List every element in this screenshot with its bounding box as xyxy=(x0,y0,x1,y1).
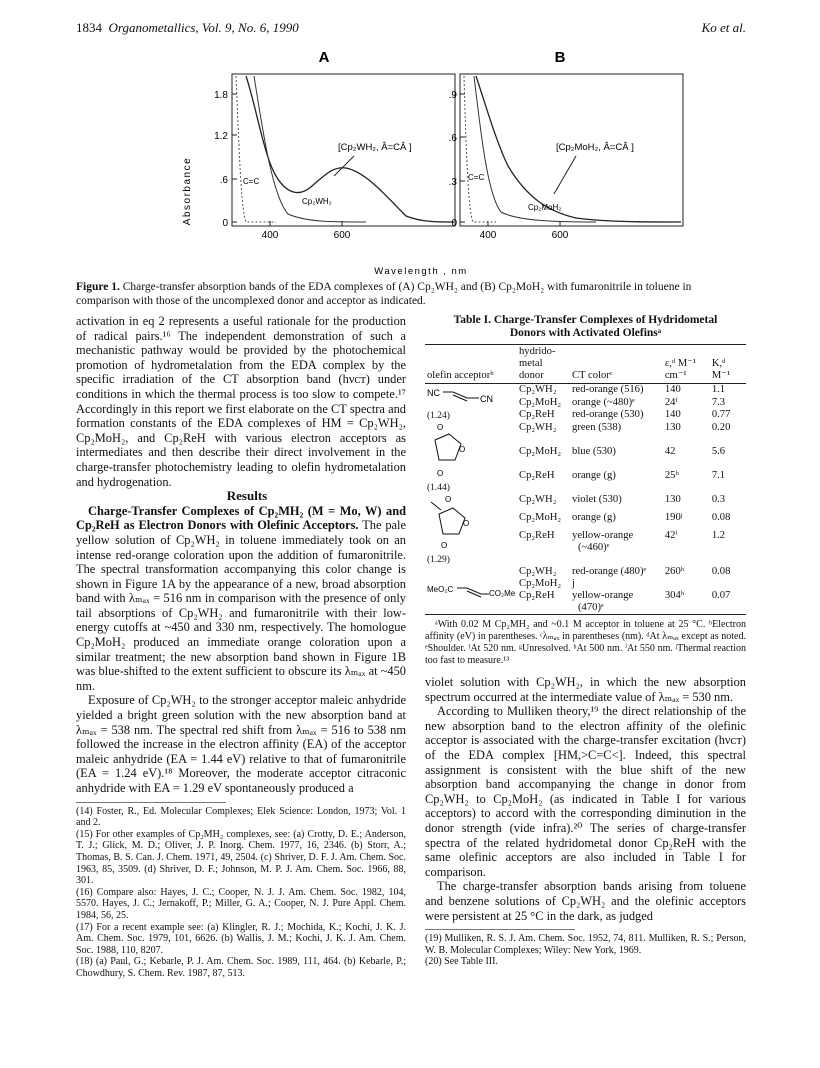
eps-cell: 24ᶠ xyxy=(664,396,678,408)
donor-cell: Cp₂WH₂ xyxy=(519,566,557,577)
intro-paragraph: activation in eq 2 represents a useful rationale for the production of radical pairs.¹⁶ The independent demonstration of such a mechanistic pathway would be provided by the photochemical promotion of hydrometalation from the EDA complex by the specific irradiation of the CT absorption band (hνᴄᴛ) under conditions in which the thermal process is too slow to compete.¹⁷ Accordingly in this report we first elaborate on the CT spectra and formation constants of the EDA complexes of HM = Cp₂WH₂, Cp₂MoH₂, and Cp₂ReH with various electron acceptors as intermediates and then describe their direct involvement in the charge-transfer photochemistry leading to olefin hydrometalation and hydrogenation. xyxy=(76,314,406,489)
table-title xyxy=(425,314,746,340)
k-cell: 0.77 xyxy=(711,409,731,421)
color-cell: green (538) xyxy=(572,422,622,433)
eps-cell: 42ⁱ xyxy=(664,530,678,541)
results-heading: Results xyxy=(226,488,268,504)
color-line: yellow-orange xyxy=(572,530,634,541)
k-cell: 1.1 xyxy=(711,384,726,395)
donor-cell: Cp₂MoH₂ xyxy=(519,578,562,589)
dimethyl-fumarate-structure-icon xyxy=(427,566,515,610)
col-eps-l1: ε,ᵈ M⁻¹ xyxy=(664,358,697,369)
structure-cell xyxy=(425,422,517,494)
table-footnote xyxy=(425,619,746,667)
panel-b-acceptor-curve xyxy=(464,76,496,222)
journal-name: Organometallics, xyxy=(108,20,199,35)
panel-a-ytick: .6 xyxy=(219,175,228,186)
color-cell: orange (g) xyxy=(572,470,616,481)
col-acceptor: olefin acceptorᵇ xyxy=(427,370,494,381)
panel-b-xtick: 400 xyxy=(479,230,497,241)
eps-cell: 304ʰ xyxy=(664,590,685,601)
color-cell: j xyxy=(572,578,575,589)
col-eps-l2: cm⁻¹ xyxy=(664,370,687,381)
results-paragraph-1 xyxy=(76,504,406,694)
panel-a-ytick: 0 xyxy=(222,218,228,229)
panel-b-ytick: .6 xyxy=(448,133,457,144)
color-cell: violet (530) xyxy=(572,494,622,505)
panel-b-acceptor-label: C=C xyxy=(468,173,485,182)
table-row xyxy=(425,422,746,446)
svg-text:NC: NC xyxy=(427,388,440,398)
reference-item: (18) (a) Paul, G.; Kebarle, P. J. Am. Chem. Soc. 1989, 111, 464. (b) Kebarle, P.; Chowdhury, S. Chem. Rev. 1987, 87, 513. xyxy=(76,956,406,979)
structure-cell xyxy=(425,494,517,566)
donor-cell: Cp₂WH₂ xyxy=(519,384,557,395)
page-number: 1834 xyxy=(76,20,102,35)
panel-a-acceptor-curve xyxy=(236,76,276,222)
panel-a-donor-label: Cp₂WH₂ xyxy=(302,197,332,206)
panel-a-complex-label: [Cp₂WH₂, Â=CÂ ] xyxy=(338,142,412,153)
panel-b-ytick: 0 xyxy=(451,218,457,229)
svg-text:O: O xyxy=(445,495,452,504)
col-k-l2: M⁻¹ xyxy=(711,370,731,381)
k-cell xyxy=(710,578,746,590)
panel-b-label: B xyxy=(554,49,566,66)
y-axis-label: Absorbance xyxy=(182,156,193,226)
right-paragraph-1: violet solution with Cp₂WH₂, in which the new absorption spectrum occurred at the intermediate value of λₘₐₓ = 530 nm. xyxy=(425,675,746,704)
color-line: yellow-orange xyxy=(572,590,634,601)
panel-a-x-ticks xyxy=(262,221,351,241)
color-cell xyxy=(570,590,663,615)
col-donor-l2: metal xyxy=(519,358,543,369)
reference-item: (19) Mulliken, R. S. J. Am. Chem. Soc. 1952, 74, 811. Mulliken, R. S.; Person, W. B. Molecular Complexes; Wiley: New York, 1969. xyxy=(425,933,746,956)
right-column xyxy=(425,314,746,968)
electron-affinity: (1.24) xyxy=(427,411,450,421)
donor-cell: Cp₂ReH xyxy=(519,470,555,481)
right-paragraph-3: The charge-transfer absorption bands arising from toluene and benzene solutions of Cp₂WH₂ and the olefinic acceptors were persistent at 25 °C in the dark, as judged xyxy=(425,879,746,923)
svg-text:O: O xyxy=(441,541,448,550)
panel-a-label: A xyxy=(318,49,330,66)
results-subheading: Charge-Transfer Complexes of Cp₂MH₂ (M = Mo, W) and Cp₂ReH as Electron Donors with Olefinic Acceptors. xyxy=(76,503,406,533)
k-cell: 7.3 xyxy=(711,396,726,408)
figure-1-svg xyxy=(76,46,746,278)
panel-b-x-ticks xyxy=(480,221,569,241)
table-group-citraconic-anhydride xyxy=(425,494,746,566)
k-cell: 0.3 xyxy=(711,494,726,505)
color-line-2: (~460)ᵉ xyxy=(578,542,610,553)
reference-item: (20) See Table III. xyxy=(425,956,498,968)
right-paragraph-2: According to Mulliken theory,¹⁹ the direct relationship of the new absorption band to the electron affinity of the olefinic acceptor is associated with the charge-transfer excitation (hνᴄᴛ) of the EDA complex [HM,>C=C<]. Indeed, this spectral assignment is consistent with the blue shift of the new absorption band accompanying the change in donor from Cp₂WH₂ to Cp₂MoH₂ (as indicated in Table I for various acceptors) to accord with the corresponding diminution in the donor strength (vide infra).²⁰ The series of charge-transfer spectra of the related hydridometal donor Cp₂ReH with the same olefinic acceptors are also included in Table I for comparison. xyxy=(425,704,746,879)
color-cell: red-orange (530) xyxy=(572,409,644,421)
donor-cell: Cp₂ReH xyxy=(519,590,555,601)
svg-text:O: O xyxy=(459,445,466,454)
figure-caption xyxy=(76,280,746,308)
volume-info: Vol. 9, No. 6, 1990 xyxy=(201,20,299,35)
panel-b-ytick: .9 xyxy=(448,90,457,101)
panel-a-ytick: 1.8 xyxy=(214,90,228,101)
table-row xyxy=(425,494,746,512)
k-cell: 1.2 xyxy=(711,530,726,541)
donor-cell: Cp₂MoH₂ xyxy=(519,446,562,457)
eps-cell: 140 xyxy=(664,409,681,421)
page-header xyxy=(76,20,746,40)
col-k xyxy=(710,345,746,384)
reference-item: (17) For a recent example see: (a) Klingler, R. J.; Mochida, K.; Kochi, J. K. J. Am. Chem. Soc. 1979, 101, 6626. (b) Wallis, J. M.; Kochi, J. K. J. Am. Chem. Soc. 1988, 110, 8207. xyxy=(76,921,406,956)
color-line-2: (470)ᵉ xyxy=(578,602,604,613)
table-group-fumaronitrile xyxy=(425,384,746,423)
references-left xyxy=(76,806,406,980)
figure-1 xyxy=(76,46,746,286)
structure-cell xyxy=(425,566,517,615)
k-cell: 0.08 xyxy=(711,512,731,523)
eps-cell: 260ʰ xyxy=(664,566,685,577)
fumaronitrile-structure-icon xyxy=(427,384,497,406)
results-paragraph-2: Exposure of Cp₂WH₂ to the stronger acceptor maleic anhydride yielded a bright green solution with the new absorption band at λₘₐₓ = 538 nm. The spectral red shift from λₘₐₓ = 516 to 538 nm followed the increase in the electron affinity (EA) of the acceptor maleic anhydride (EA = 1.44 eV) relative to that of fumaronitrile (EA = 1.24 eV).¹⁸ Moreover, the moderate acceptor citraconic anhydride with EA = 1.29 eV spontaneously produced a xyxy=(76,693,406,795)
col-donor-l1: hydrido- xyxy=(519,346,556,357)
eps-cell: 130 xyxy=(664,494,681,505)
color-cell: red-orange (480)ᵉ xyxy=(572,566,647,577)
eps-cell: 190ʲ xyxy=(664,512,683,523)
table-row xyxy=(425,566,746,578)
donor-cell: Cp₂WH₂ xyxy=(519,494,557,505)
reference-item: (14) Foster, R., Ed. Molecular Complexes; Elek Science: London, 1973; Vol. 1 and 2. xyxy=(76,805,406,829)
reference-item: (15) For other examples of Cp₂MH₂ complexes, see: (a) Crotty, D. E.; Anderson, T. J.; Glick, M. D.; Oliver, J. P. Inorg. Chem. 1977, 16, 2346. (b) Storr, A.; Thomas, B. S. Can. J. Chem. 1971, 49, 2504. (c) Shriver, D. F. J. Am. Chem. Soc. 1963, 85, 3509. (d) Shriver, D. F.; Johnson, M. P. J. Am. Chem. Soc. 1966, 88, 301. xyxy=(76,828,406,887)
results-paragraph-1-text: The pale yellow solution of Cp₂WH₂ in toluene immediately took on an intense red-orange coloration upon the addition of fumaronitrile. The spectral transformation accompanying this color change is shown in Figure 1A by the appearance of a new, broad absorption band with λₘₐₓ = 516 nm in comparison with the presence of only tail absorptions of Cp₂WH₂ and fumaronitrile with their low-energy cutoffs at ~450 and 330 nm, respectively. The homologue Cp₂MoH₂ produced an immediate orange coloration upon a similar treatment; the new absorption band shown in Figure 1B was blue-shifted to the extent sufficient to obscure its λₘₐₓ at ~450 nm. xyxy=(76,518,406,693)
donor-cell: Cp₂MoH₂ xyxy=(519,512,562,523)
k-cell: 0.07 xyxy=(711,590,731,601)
color-cell: red-orange (516) xyxy=(572,384,644,395)
table-1 xyxy=(425,344,746,615)
header-left xyxy=(76,20,299,36)
panel-a-xtick: 400 xyxy=(261,230,279,241)
k-cell: 0.08 xyxy=(711,566,731,577)
left-column xyxy=(76,314,406,980)
table-group-maleic-anhydride xyxy=(425,422,746,494)
authors: Ko et al. xyxy=(701,20,746,35)
svg-text:O: O xyxy=(437,469,444,478)
col-color: CT colorᶜ xyxy=(572,370,613,381)
panel-b-complex-label: [Cp₂MoH₂, Â=CÂ ] xyxy=(556,142,634,153)
col-eps xyxy=(663,345,710,384)
table-group-dimethyl-fumarate xyxy=(425,566,746,615)
electron-affinity: (1.44) xyxy=(427,483,450,493)
panel-a-y-ticks xyxy=(214,90,237,229)
table-header xyxy=(425,345,746,384)
references-right xyxy=(425,933,746,968)
color-cell: blue (530) xyxy=(572,446,616,457)
eps-cell: 130 xyxy=(664,422,681,433)
eps-cell: 42 xyxy=(664,446,676,457)
color-cell: orange (g) xyxy=(572,512,616,523)
eps-cell: 25ʰ xyxy=(664,470,679,481)
panel-b-donor-label: Cp₂MoH₂ xyxy=(528,203,562,212)
footnote-rule-right xyxy=(425,929,575,930)
panel-b-arrow xyxy=(554,156,576,194)
table-title-line-1: Table I. Charge-Transfer Complexes of Hydridometal xyxy=(453,314,718,326)
eps-cell xyxy=(663,578,710,590)
panel-b-y-ticks xyxy=(449,90,465,229)
svg-text:O: O xyxy=(437,423,444,432)
svg-text:CO₂Me: CO₂Me xyxy=(489,589,515,598)
eps-cell: 140 xyxy=(664,384,681,395)
col-k-l1: K,ᵈ xyxy=(711,358,726,369)
panel-a-xtick: 600 xyxy=(333,230,351,241)
k-cell: 5.6 xyxy=(711,446,726,457)
x-axis-label: Wavelength , nm xyxy=(374,266,468,277)
donor-cell: Cp₂ReH xyxy=(519,409,555,421)
table-row xyxy=(425,384,746,397)
citraconic-anhydride-structure-icon xyxy=(427,494,471,550)
color-cell: orange (~480)ᵉ xyxy=(572,396,635,408)
panel-a-arrow xyxy=(334,156,354,176)
caption-label: Figure 1. xyxy=(76,281,120,293)
svg-text:O: O xyxy=(463,519,470,528)
k-cell: 0.20 xyxy=(711,422,731,433)
panel-a-ytick: 1.2 xyxy=(214,131,228,142)
panel-b-ytick: .3 xyxy=(448,177,457,188)
k-cell: 7.1 xyxy=(711,470,726,481)
table-title-line-2: Donors with Activated Olefinsᵃ xyxy=(509,327,662,339)
caption-text: Charge-transfer absorption bands of the EDA complexes of (A) Cp₂WH₂ and (B) Cp₂MoH₂ with fumaronitrile in toluene in comparison with those of the uncomplexed donor and acceptor as indicated. xyxy=(76,281,692,307)
reference-item: (16) Compare also: Hayes, J. C.; Cooper, N. J. J. Am. Chem. Soc. 1982, 104, 5570. Hayes, J. C.; Jernakoff, P.; Miller, G. A.; Cooper, N. J. Pure Appl. Chem. 1984, 56, 25. xyxy=(76,886,406,921)
donor-cell: Cp₂ReH xyxy=(519,530,555,541)
col-donor-l3: donor xyxy=(519,370,544,381)
maleic-anhydride-structure-icon xyxy=(427,422,467,478)
col-donor xyxy=(517,345,570,384)
structure-cell xyxy=(425,384,517,423)
footnote-rule xyxy=(76,802,226,803)
svg-text:CN: CN xyxy=(480,394,493,404)
table-footnote-text: ᵃWith 0.02 M Cp₂MH₂ and ~0.1 M acceptor in toluene at 25 °C. ᵇElectron affinity (eV) in parentheses. ᶜλₘₐₓ in parentheses (nm). ᵈAt λₘₐₓ except as noted. ᵉShoulder. ᶠAt 520 nm. ᵍUnresolved. ʰAt 500 nm. ⁱAt 550 nm. ʲThermal reaction too fast to measure.¹³ xyxy=(425,619,746,666)
color-cell xyxy=(570,530,663,566)
donor-cell: Cp₂WH₂ xyxy=(519,422,557,433)
panel-b-xtick: 600 xyxy=(551,230,569,241)
donor-cell: Cp₂MoH₂ xyxy=(519,396,562,408)
electron-affinity: (1.29) xyxy=(427,555,450,565)
panel-a-acceptor-label: C=C xyxy=(243,177,260,186)
svg-text:MeO₂C: MeO₂C xyxy=(427,585,454,594)
